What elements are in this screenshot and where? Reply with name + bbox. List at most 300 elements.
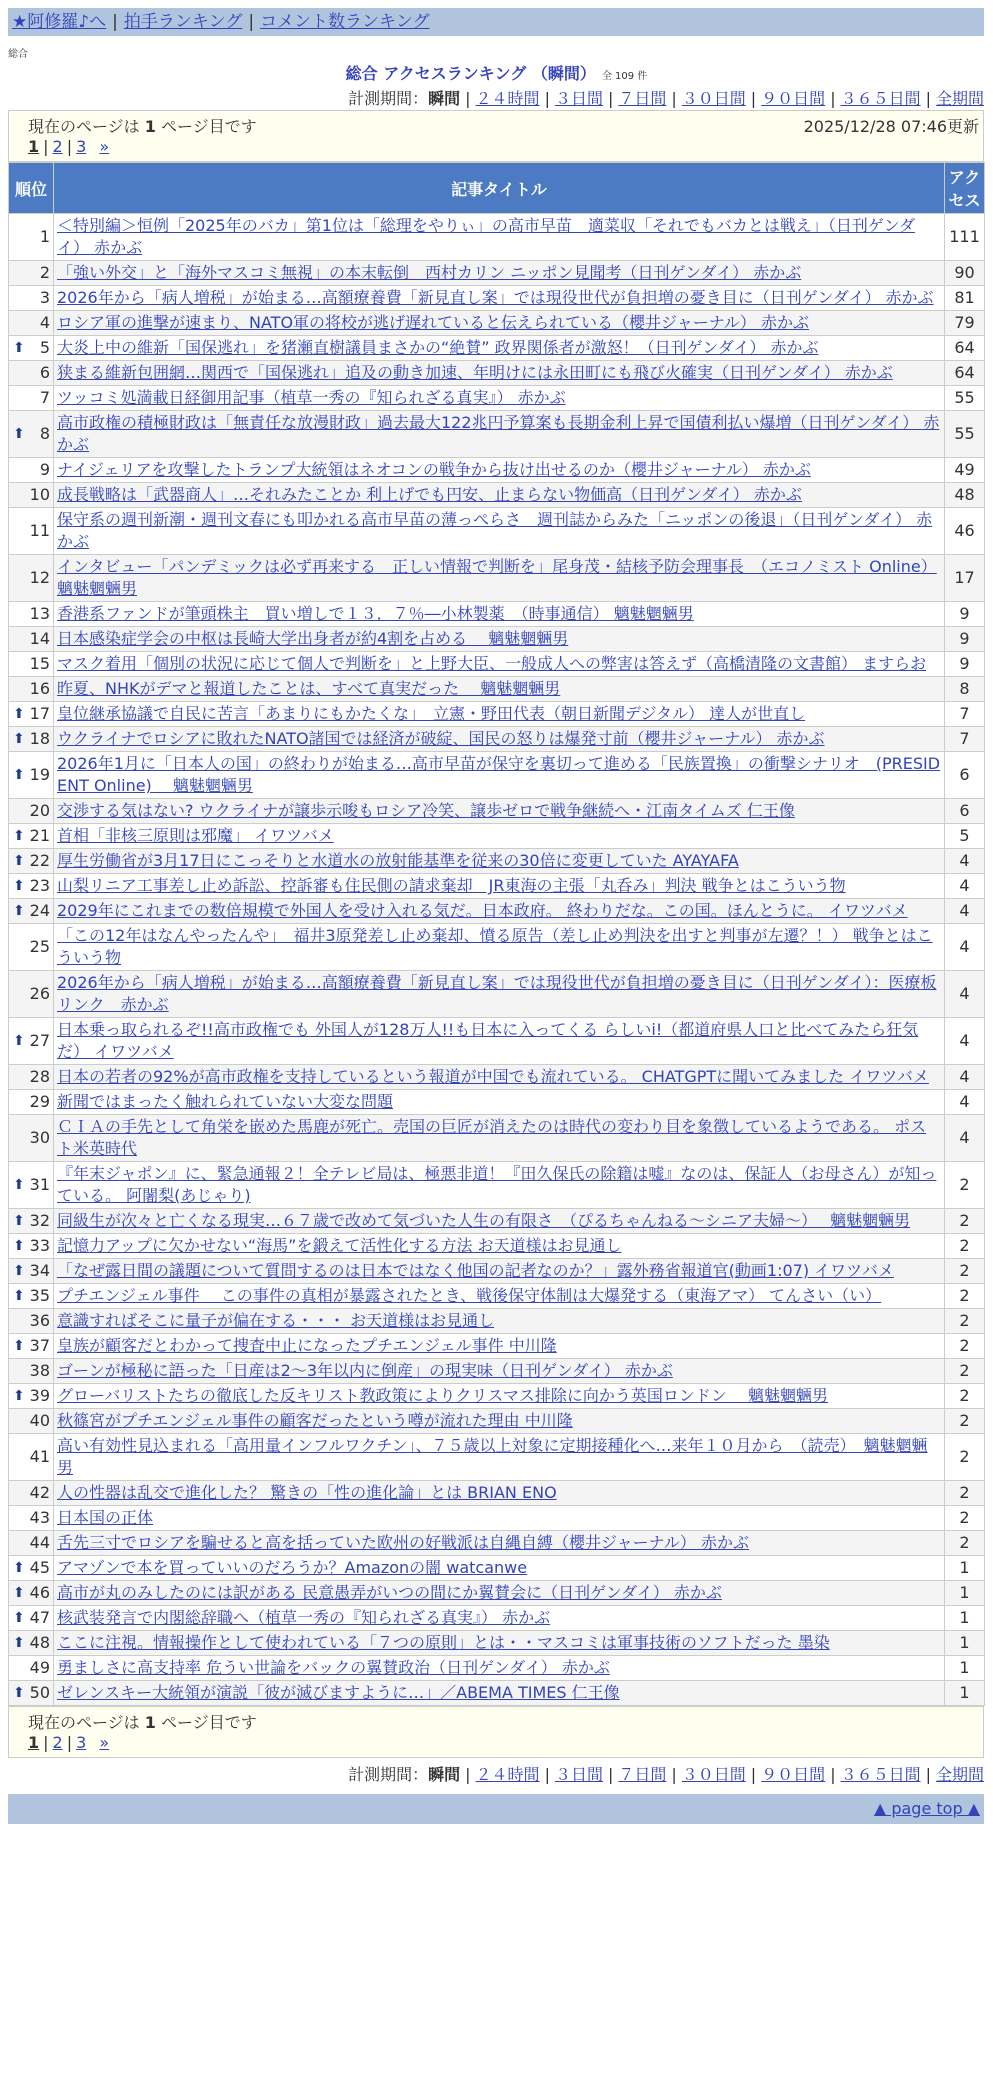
rank-number: 38 xyxy=(29,1361,50,1380)
table-row xyxy=(9,924,985,971)
rank-cell xyxy=(9,555,54,602)
access-count: 79 xyxy=(945,311,985,336)
article-link[interactable]: 記憶力アップに欠かせない“海馬”を鍛えて活性化する方法 お天道様はお見通し xyxy=(57,1236,622,1255)
rank-number: 30 xyxy=(29,1128,50,1147)
title-cell xyxy=(54,1234,945,1259)
title-cell xyxy=(54,1090,945,1115)
rank-cell xyxy=(9,1506,54,1531)
title-cell xyxy=(54,971,945,1018)
access-count: 4 xyxy=(945,1090,985,1115)
access-count: 4 xyxy=(945,971,985,1018)
period-link-1[interactable]: ３日間 xyxy=(554,89,603,108)
access-count: 7 xyxy=(945,702,985,727)
article-link[interactable]: 舌先三寸でロシアを騙せると高を括っていた欧州の好戦派は自縄自縛（櫻井ジャーナル） 赤かぶ xyxy=(57,1533,749,1552)
article-link[interactable]: 同級生が次々と亡くなる現実…６７歳で改めて気づいた人生の有限さ （ぴるちゃんねる～シニア夫婦～） 魑魅魍魎男 xyxy=(57,1211,911,1230)
rank-cell xyxy=(9,1681,54,1706)
article-link[interactable]: 新聞ではまったく触れられていない大変な問題 xyxy=(57,1092,394,1111)
up-arrow-icon: ⬆ xyxy=(13,426,25,442)
access-count: 55 xyxy=(945,411,985,458)
table-row xyxy=(9,336,985,361)
rank-cell xyxy=(9,727,54,752)
rank-number: 40 xyxy=(29,1411,50,1430)
table-row xyxy=(9,1018,985,1065)
access-count: 8 xyxy=(945,677,985,702)
title-cell xyxy=(54,508,945,555)
up-arrow-icon: ⬆ xyxy=(13,1288,25,1304)
article-link[interactable]: 勇ましさに高支持率 危うい世論をバックの翼賛政治（日刊ゲンダイ） 赤かぶ xyxy=(57,1658,610,1677)
table-row xyxy=(9,1506,985,1531)
period-label: 計測期間： xyxy=(348,89,429,108)
rank-cell xyxy=(9,1359,54,1384)
home-link[interactable]: ★阿修羅♪へ xyxy=(12,12,107,32)
table-row xyxy=(9,874,985,899)
access-header: アクセス xyxy=(945,163,985,214)
table-row xyxy=(9,458,985,483)
rank-number: 43 xyxy=(29,1508,50,1527)
access-count: 90 xyxy=(945,261,985,286)
rank-number: 50 xyxy=(29,1683,50,1702)
rank-cell xyxy=(9,874,54,899)
article-link[interactable]: 『年末ジャポン』に、緊急通報２！全テレビ局は、極悪非道！『田久保氏の除籍は嘘』なのは、保証人（お母さん）が知っている。 阿闍梨(あじゃり) xyxy=(57,1164,937,1205)
article-link[interactable]: 狭まる維新包囲網…関西で「国保逃れ」追及の動き加速、年明けには永田町にも飛び火確実（日刊ゲンダイ） 赤かぶ xyxy=(57,363,893,382)
title-cell xyxy=(54,1409,945,1434)
category-label: 総合 xyxy=(8,49,28,60)
up-arrow-icon: ⬆ xyxy=(13,1610,25,1626)
rank-cell xyxy=(9,752,54,799)
pagination-bottom: 1 | 2 | 3 » xyxy=(28,1733,110,1752)
access-count: 9 xyxy=(945,602,985,627)
article-link[interactable]: 日本国の正体 xyxy=(57,1508,154,1527)
rank-number: 12 xyxy=(29,568,50,587)
access-count: 9 xyxy=(945,627,985,652)
ranking-title: 総合 アクセスランキング （瞬間） xyxy=(345,64,596,83)
up-arrow-icon: ⬆ xyxy=(13,1263,25,1279)
rank-number: 4 xyxy=(39,313,50,332)
article-link[interactable]: ナイジェリアを攻撃したトランプ大統領はネオコンの戦争から抜け出せるのか（櫻井ジャーナル） 赤かぶ xyxy=(57,460,811,479)
rank-cell xyxy=(9,1234,54,1259)
access-count: 2 xyxy=(945,1434,985,1481)
up-arrow-icon: ⬆ xyxy=(13,1635,25,1651)
table-row xyxy=(9,555,985,602)
title-cell xyxy=(54,652,945,677)
nav-separator: | xyxy=(248,12,255,32)
article-link[interactable]: 保守系の週刊新潮・週刊文春にも叩かれる高市早苗の薄っぺらさ 週刊誌からみた「ニッポンの後退」（日刊ゲンダイ） 赤かぶ xyxy=(57,510,933,551)
article-link[interactable]: アマゾンで本を買っていいのだろうか？Amazonの闇 watcanwe xyxy=(57,1558,528,1577)
article-link[interactable]: 成長戦略は「武器商人」…それみたことか 利上げでも円安、止まらない物価高（日刊ゲンダイ） 赤かぶ xyxy=(57,485,802,504)
article-link[interactable]: 昨夏、NHKがデマと報道したことは、すべて真実だった 魑魅魍魎男 xyxy=(57,679,561,698)
page-title xyxy=(0,61,993,84)
table-row xyxy=(9,824,985,849)
rank-number: 34 xyxy=(29,1261,50,1280)
rank-number: 6 xyxy=(39,363,50,382)
access-count: 64 xyxy=(945,361,985,386)
title-cell xyxy=(54,214,945,261)
period-link-3[interactable]: ３０日間 xyxy=(681,1765,746,1784)
article-link[interactable]: 山梨リニア工事差し止め訴訟、控訴審も住民側の請求棄却 JR東海の主張「丸呑み」判決 戦争とはこういう物 xyxy=(57,876,846,895)
article-link[interactable]: 日本乗っ取られるぞ!!高市政権でも 外国人が128万人!!も日本に入ってくる らしいi!（都道府県人口と比べてみたら狂気だ） イワツバメ xyxy=(57,1020,919,1061)
rank-cell xyxy=(9,824,54,849)
rank-cell xyxy=(9,1384,54,1409)
rank-number: 41 xyxy=(29,1447,50,1466)
up-arrow-icon: ⬆ xyxy=(13,1585,25,1601)
rank-cell xyxy=(9,1481,54,1506)
up-arrow-icon: ⬆ xyxy=(13,828,25,844)
rank-number: 9 xyxy=(39,460,50,479)
rank-cell xyxy=(9,1581,54,1606)
table-row xyxy=(9,1606,985,1631)
article-link[interactable]: 交渉する気はない? ウクライナが譲歩示唆もロシア冷笑、譲歩ゼロで戦争継続へ・江南タイムズ 仁王像 xyxy=(57,801,795,820)
table-row xyxy=(9,1581,985,1606)
title-cell xyxy=(54,602,945,627)
rank-number: 10 xyxy=(29,485,50,504)
article-link[interactable]: 首相「非核三原則は邪魔」 イワツバメ xyxy=(57,826,334,845)
rank-cell xyxy=(9,799,54,824)
period-link-6[interactable]: 全期間 xyxy=(935,1765,984,1784)
access-count: 1 xyxy=(945,1556,985,1581)
period-separator: | xyxy=(830,89,836,108)
rank-cell xyxy=(9,214,54,261)
title-header: 記事タイトル xyxy=(54,163,945,214)
rank-cell xyxy=(9,899,54,924)
title-cell xyxy=(54,677,945,702)
rank-cell xyxy=(9,1115,54,1162)
article-link[interactable]: 2029年にこれまでの数倍規模で外国人を受け入れる気だ。日本政府。 終わりだな。この国。ほんとうに。 イワツバメ xyxy=(57,901,908,920)
page-link-2[interactable]: 2 xyxy=(52,1733,63,1752)
title-cell xyxy=(54,1631,945,1656)
bottom-bar xyxy=(8,1794,984,1824)
up-arrow-icon: ⬆ xyxy=(13,706,25,722)
article-link[interactable]: プチエンジェル事件 この事件の真相が暴露されたとき、戦後保守体制は大爆発する（東海アマ） てんさい（い） xyxy=(57,1286,882,1305)
article-link[interactable]: 「強い外交」と「海外マスコミ無視」の本末転倒 西村カリン ニッポン見聞考（日刊ゲンダイ） 赤かぶ xyxy=(57,263,802,282)
access-count: 81 xyxy=(945,286,985,311)
period-link-6[interactable]: 全期間 xyxy=(935,89,984,108)
article-link[interactable]: 日本の若者の92%が高市政権を支持しているという報道が中国でも流れている。 CHATGPTに聞いてみました イワツバメ xyxy=(57,1067,929,1086)
access-count: 4 xyxy=(945,1065,985,1090)
clap-ranking-link[interactable]: 拍手ランキング xyxy=(123,12,243,32)
title-cell xyxy=(54,311,945,336)
page-link-1[interactable]: 1 xyxy=(28,137,40,156)
comment-ranking-link[interactable]: コメント数ランキング xyxy=(260,12,430,32)
table-row xyxy=(9,1384,985,1409)
title-cell xyxy=(54,1065,945,1090)
title-cell xyxy=(54,1434,945,1481)
period-link-0[interactable]: ２４時間 xyxy=(475,89,540,108)
access-count: 7 xyxy=(945,727,985,752)
title-cell xyxy=(54,899,945,924)
access-count: 17 xyxy=(945,555,985,602)
access-count: 2 xyxy=(945,1359,985,1384)
article-link[interactable]: 意識すればそこに量子が偏在する・・・ お天道様はお見通し xyxy=(57,1311,495,1330)
table-row xyxy=(9,386,985,411)
table-row xyxy=(9,1556,985,1581)
period-separator: | xyxy=(544,1765,550,1784)
title-cell xyxy=(54,924,945,971)
table-row xyxy=(9,752,985,799)
title-cell xyxy=(54,1259,945,1284)
rank-number: 11 xyxy=(29,521,50,540)
article-link[interactable]: 高い有効性見込まれる「高用量インフルワクチン」、７５歳以上対象に定期接種化へ…来年１０月から （読売） 魑魅魍魎男 xyxy=(57,1436,928,1477)
rank-cell xyxy=(9,1090,54,1115)
rank-cell xyxy=(9,1556,54,1581)
rank-header: 順位 xyxy=(9,163,54,214)
rank-number: 48 xyxy=(29,1633,50,1652)
period-separator: | xyxy=(750,89,757,108)
access-count: 4 xyxy=(945,1018,985,1065)
table-row xyxy=(9,1065,985,1090)
period-separator: | xyxy=(465,89,471,108)
page-link-3[interactable]: 3 xyxy=(76,1733,87,1752)
title-cell xyxy=(54,1162,945,1209)
access-count: 2 xyxy=(945,1309,985,1334)
rank-number: 21 xyxy=(29,826,50,845)
period-link-1[interactable]: ３日間 xyxy=(554,1765,603,1784)
article-link[interactable]: ＣＩＡの手先として角栄を嵌めた馬鹿が死亡。売国の巨匠が消えたのは時代の変わり目を象徴しているようである。 ポスト米英時代 xyxy=(57,1117,927,1158)
rank-number: 20 xyxy=(29,801,50,820)
period-separator: | xyxy=(465,1765,471,1784)
article-link[interactable]: ゴーンが極秘に語った「日産は2～3年以内に倒産」の現実味（日刊ゲンダイ） 赤かぶ xyxy=(57,1361,673,1380)
article-link[interactable]: グローバリストたちの徹底した反キリスト教政策によりクリスマス排除に向かう英国ロンドン 魑魅魍魎男 xyxy=(57,1386,829,1405)
table-row xyxy=(9,1090,985,1115)
page-status: 現在のページは 1 ページ目です xyxy=(28,1713,257,1732)
access-count: 49 xyxy=(945,458,985,483)
period-label: 計測期間： xyxy=(348,1765,429,1784)
access-count: 2 xyxy=(945,1334,985,1359)
page-link-2[interactable]: 2 xyxy=(52,137,63,156)
table-row xyxy=(9,702,985,727)
period-separator: | xyxy=(607,1765,614,1784)
next-page-link[interactable]: » xyxy=(99,137,110,156)
period-link-0[interactable]: ２４時間 xyxy=(475,1765,540,1784)
period-current: 瞬間 xyxy=(428,1765,461,1784)
table-row xyxy=(9,1434,985,1481)
rank-number: 33 xyxy=(29,1236,50,1255)
article-link[interactable]: マスク着用「個別の状況に応じて個人で判断を」と上野大臣、一般成人への弊害は答えず（高橋清隆の文書館） ますらお xyxy=(57,654,927,673)
rank-number: 39 xyxy=(29,1386,50,1405)
period-separator: | xyxy=(544,89,550,108)
nav-separator: | xyxy=(112,12,118,32)
updated-time: 2025/12/28 07:46更新 xyxy=(803,117,979,136)
up-arrow-icon: ⬆ xyxy=(13,903,25,919)
article-link[interactable]: 高市が丸のみしたのには訳がある 民意愚弄がいつの間にか翼賛会に（日刊ゲンダイ） 赤かぶ xyxy=(57,1583,722,1602)
total-count: 全 109 件 xyxy=(601,71,648,82)
rank-number: 17 xyxy=(29,704,50,723)
article-link[interactable]: 香港系ファンドが筆頭株主 買い増しで１３．７％―小林製薬 （時事通信） 魑魅魍魎男 xyxy=(57,604,694,623)
article-link[interactable]: 人の性器は乱交で進化した？ 驚きの「性の進化論」とは BRIAN ENO xyxy=(57,1483,557,1502)
page-link-3[interactable]: 3 xyxy=(76,137,87,156)
access-count: 1 xyxy=(945,1606,985,1631)
title-cell xyxy=(54,555,945,602)
access-count: 2 xyxy=(945,1209,985,1234)
rank-number: 31 xyxy=(29,1175,50,1194)
article-link[interactable]: 2026年から「病人増税」が始まる…高額療養費「新見直し案」では現役世代が負担増の憂き目に（日刊ゲンダイ）：医療板リンク 赤かぶ xyxy=(57,973,937,1014)
rank-cell xyxy=(9,924,54,971)
rank-cell xyxy=(9,1259,54,1284)
rank-cell xyxy=(9,677,54,702)
rank-cell xyxy=(9,652,54,677)
period-selector-top xyxy=(348,86,984,109)
article-link[interactable]: ウクライナでロシアに敗れたNATO諸国では経済が破綻、国民の怒りは爆発寸前（櫻井ジャーナル） 赤かぶ xyxy=(57,729,825,748)
period-link-2[interactable]: ７日間 xyxy=(618,1765,667,1784)
table-row xyxy=(9,1656,985,1681)
title-cell xyxy=(54,1309,945,1334)
article-link[interactable]: 「なぜ露日間の議題について質問するのは日本ではなく他国の記者なのか？」露外務省報道官(動画1:07) イワツバメ xyxy=(57,1261,894,1280)
pagination-top: 1 | 2 | 3 » xyxy=(28,137,110,156)
title-cell xyxy=(54,1556,945,1581)
article-link[interactable]: 皇族が顧客だとわかって捜査中止になったプチエンジェル事件 中川隆 xyxy=(57,1336,557,1355)
table-row xyxy=(9,1409,985,1434)
period-link-4[interactable]: ９０日間 xyxy=(761,1765,826,1784)
title-cell xyxy=(54,1531,945,1556)
article-link[interactable]: 2026年から「病人増税」が始まる…高額療養費「新見直し案」では現役世代が負担増の憂き目に（日刊ゲンダイ） 赤かぶ xyxy=(57,288,934,307)
access-count: 4 xyxy=(945,874,985,899)
title-cell xyxy=(54,849,945,874)
title-cell xyxy=(54,874,945,899)
table-row xyxy=(9,361,985,386)
up-arrow-icon: ⬆ xyxy=(13,1177,25,1193)
rank-number: 29 xyxy=(29,1092,50,1111)
article-link[interactable]: インタビュー「パンデミックは必ず再来する 正しい情報で判断を」尾身茂・結核予防会理事長 （エコノミスト Online） 魑魅魍魎男 xyxy=(57,557,937,598)
up-arrow-icon: ⬆ xyxy=(13,1033,25,1049)
title-cell xyxy=(54,1018,945,1065)
article-link[interactable]: ロシア軍の進撃が速まり、NATO軍の将校が逃げ遅れていると伝えられている（櫻井ジャーナル） 赤かぶ xyxy=(57,313,810,332)
period-link-5[interactable]: ３６５日間 xyxy=(840,1765,921,1784)
title-cell xyxy=(54,1581,945,1606)
rank-cell xyxy=(9,702,54,727)
rank-cell xyxy=(9,1334,54,1359)
page-info-top xyxy=(8,110,984,162)
access-count: 5 xyxy=(945,824,985,849)
rank-cell xyxy=(9,286,54,311)
rank-cell xyxy=(9,311,54,336)
page-link-1[interactable]: 1 xyxy=(28,1733,40,1752)
rank-cell xyxy=(9,627,54,652)
title-cell xyxy=(54,1209,945,1234)
access-count: 9 xyxy=(945,652,985,677)
article-link[interactable]: 日本感染症学会の中枢は長崎大学出身者が約4割を占める 魑魅魍魎男 xyxy=(57,629,569,648)
table-row xyxy=(9,1359,985,1384)
title-cell xyxy=(54,799,945,824)
access-count: 2 xyxy=(945,1259,985,1284)
up-arrow-icon: ⬆ xyxy=(13,1560,25,1576)
rank-cell xyxy=(9,1531,54,1556)
title-cell xyxy=(54,386,945,411)
up-arrow-icon: ⬆ xyxy=(13,1685,25,1701)
rank-number: 15 xyxy=(29,654,50,673)
table-row xyxy=(9,508,985,555)
article-link[interactable]: ゼレンスキー大統領が演説「彼が滅びますように…」／ABEMA TIMES 仁王像 xyxy=(57,1683,620,1702)
page-status: 現在のページは 1 ページ目です xyxy=(28,117,257,136)
up-arrow-icon: ⬆ xyxy=(13,1238,25,1254)
article-link[interactable]: ＜特別編＞恒例「2025年のバカ」第1位は「総理をやりぃ」の高市早苗 適菜収「それでもバカとは戦え」（日刊ゲンダイ） 赤かぶ xyxy=(57,216,915,257)
up-arrow-icon: ⬆ xyxy=(13,1338,25,1354)
article-link[interactable]: 高市政権の積極財政は「無責任な放漫財政」過去最大122兆円予算案も長期金利上昇で国債利払い爆増（日刊ゲンダイ） 赤かぶ xyxy=(57,413,940,454)
title-cell xyxy=(54,1334,945,1359)
next-page-link[interactable]: » xyxy=(99,1733,110,1752)
article-link[interactable]: 核武装発言で内閣総辞職へ（植草一秀の『知られざる真実』） 赤かぶ xyxy=(57,1608,551,1627)
access-count: 1 xyxy=(945,1656,985,1681)
rank-number: 22 xyxy=(29,851,50,870)
rank-cell xyxy=(9,1309,54,1334)
table-header-row xyxy=(9,163,985,214)
period-separator: | xyxy=(750,1765,757,1784)
rank-number: 23 xyxy=(29,876,50,895)
up-arrow-icon: ⬆ xyxy=(13,878,25,894)
title-cell xyxy=(54,336,945,361)
rank-cell xyxy=(9,1162,54,1209)
title-cell xyxy=(54,411,945,458)
article-link[interactable]: ここに注視。情報操作として使われている「７つの原則」とは・・マスコミは軍事技術のソフトだった 墨染 xyxy=(57,1633,830,1652)
table-row xyxy=(9,1162,985,1209)
title-cell xyxy=(54,286,945,311)
title-cell xyxy=(54,1481,945,1506)
article-link[interactable]: 2026年1月に「日本人の国」の終わりが始まる…高市早苗が保守を裏切って進める「民族置換」の衝撃シナリオ (PRESIDENT Online) 魑魅魍魎男 xyxy=(57,754,941,795)
rank-cell xyxy=(9,1631,54,1656)
period-link-3[interactable]: ３０日間 xyxy=(681,89,746,108)
up-arrow-icon: ⬆ xyxy=(13,853,25,869)
period-separator: | xyxy=(607,89,614,108)
article-link[interactable]: ツッコミ処満載日経御用記事（植草一秀の『知られざる真実』） 赤かぶ xyxy=(57,388,566,407)
period-link-4[interactable]: ９０日間 xyxy=(761,89,826,108)
table-row xyxy=(9,1681,985,1706)
article-link[interactable]: 厚生労働省が3月17日にこっそりと水道水の放射能基準を従来の30倍に変更していた AYAYAFA xyxy=(57,851,739,870)
title-cell xyxy=(54,752,945,799)
period-link-5[interactable]: ３６５日間 xyxy=(840,89,921,108)
rank-cell xyxy=(9,1018,54,1065)
access-count: 6 xyxy=(945,799,985,824)
access-count: 2 xyxy=(945,1481,985,1506)
rank-number: 28 xyxy=(29,1067,50,1086)
period-selector-bottom xyxy=(348,1762,984,1785)
up-arrow-icon: ⬆ xyxy=(13,340,25,356)
table-row xyxy=(9,1631,985,1656)
table-row xyxy=(9,677,985,702)
access-count: 1 xyxy=(945,1681,985,1706)
page-top-link[interactable]: ▲ page top ▲ xyxy=(873,1799,980,1818)
period-separator: | xyxy=(671,1765,677,1784)
access-count: 1 xyxy=(945,1631,985,1656)
access-count: 4 xyxy=(945,899,985,924)
top-nav-bar xyxy=(8,8,984,36)
article-link[interactable]: 秋篠宮がプチエンジェル事件の顧客だったという噂が流れた理由 中川隆 xyxy=(57,1411,573,1430)
access-count: 55 xyxy=(945,386,985,411)
rank-cell xyxy=(9,849,54,874)
rank-cell xyxy=(9,483,54,508)
up-arrow-icon: ⬆ xyxy=(13,731,25,747)
up-arrow-icon: ⬆ xyxy=(13,1213,25,1229)
table-row xyxy=(9,1234,985,1259)
table-row xyxy=(9,411,985,458)
rank-number: 47 xyxy=(29,1608,50,1627)
period-link-2[interactable]: ７日間 xyxy=(618,89,667,108)
rank-number: 42 xyxy=(29,1483,50,1502)
rank-number: 37 xyxy=(29,1336,50,1355)
table-row xyxy=(9,627,985,652)
title-cell xyxy=(54,1656,945,1681)
rank-cell xyxy=(9,261,54,286)
period-separator: | xyxy=(830,1765,836,1784)
rank-number: 8 xyxy=(39,424,50,443)
article-link[interactable]: 大炎上中の維新「国保逃れ」を猪瀬直樹議員まさかの“絶賛” 政界関係者が激怒！（日刊ゲンダイ） 赤かぶ xyxy=(57,338,819,357)
period-current: 瞬間 xyxy=(428,89,461,108)
up-arrow-icon: ⬆ xyxy=(13,767,25,783)
article-link[interactable]: 「この12年はなんやったんや」 福井3原発差し止め棄却、憤る原告（差し止め判決を出すと判事が左遷？！） 戦争とはこういう物 xyxy=(57,926,933,967)
rank-number: 2 xyxy=(39,263,50,282)
rank-cell xyxy=(9,971,54,1018)
rank-cell xyxy=(9,386,54,411)
title-cell xyxy=(54,483,945,508)
article-link[interactable]: 皇位継承協議で自民に苦言「あまりにもかたくな」 立憲・野田代表（朝日新聞デジタル） 達人が世直し xyxy=(57,704,806,723)
table-row xyxy=(9,1209,985,1234)
